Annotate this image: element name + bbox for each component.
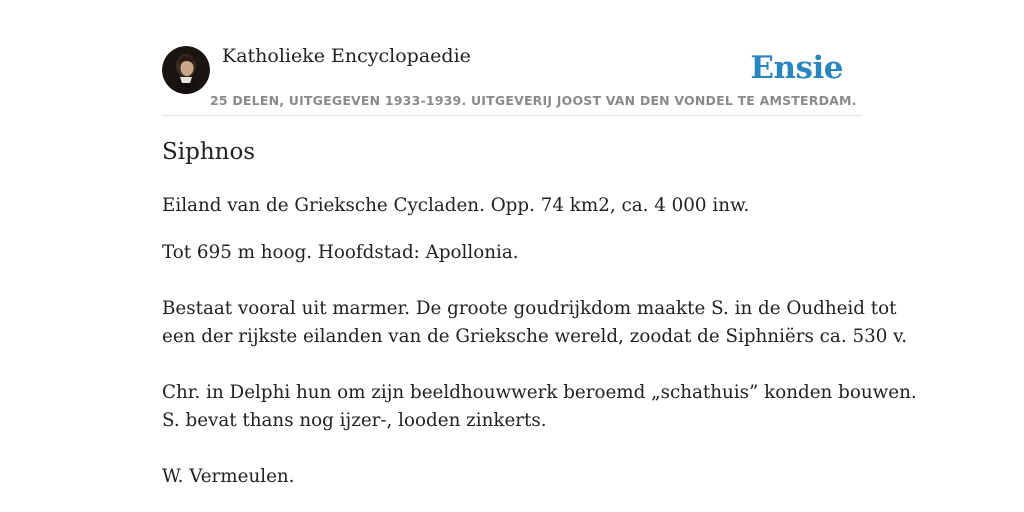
article-body (162, 192, 917, 491)
article-paragraph: Tot 695 m hoog. Hoofdstad: Apollonia. (162, 242, 519, 263)
article-paragraph: een der rijkste eilanden van de Grieksche wereld, zoodat de Siphniërs ca. 530 v. (162, 326, 908, 347)
article-title: Siphnos (162, 139, 256, 165)
portrait-avatar-icon[interactable] (162, 46, 210, 94)
header-divider (162, 115, 862, 116)
article-paragraph: Bestaat vooral uit marmer. De groote goudrijkdom maakte S. in de Oudheid tot (162, 298, 897, 319)
article-paragraph: Chr. in Delphi hun om zijn beeldhouwwerk beroemd „schathuis” konden bouwen. (162, 382, 917, 403)
article-paragraph: S. bevat thans nog ijzer-, looden zinkerts. (162, 410, 547, 431)
source-subtitle: 25 DELEN, UITGEGEVEN 1933-1939. UITGEVERIJ JOOST VAN DEN VONDEL TE AMSTERDAM. (210, 93, 857, 108)
article-author: W. Vermeulen. (162, 466, 295, 487)
article-paragraph: Eiland van de Grieksche Cycladen. Opp. 74 km2, ca. 4 000 inw. (162, 195, 750, 216)
brand-logo-link[interactable]: Ensie (750, 50, 843, 86)
portrait-icon (162, 46, 210, 94)
source-title[interactable]: Katholieke Encyclopaedie (222, 45, 471, 67)
